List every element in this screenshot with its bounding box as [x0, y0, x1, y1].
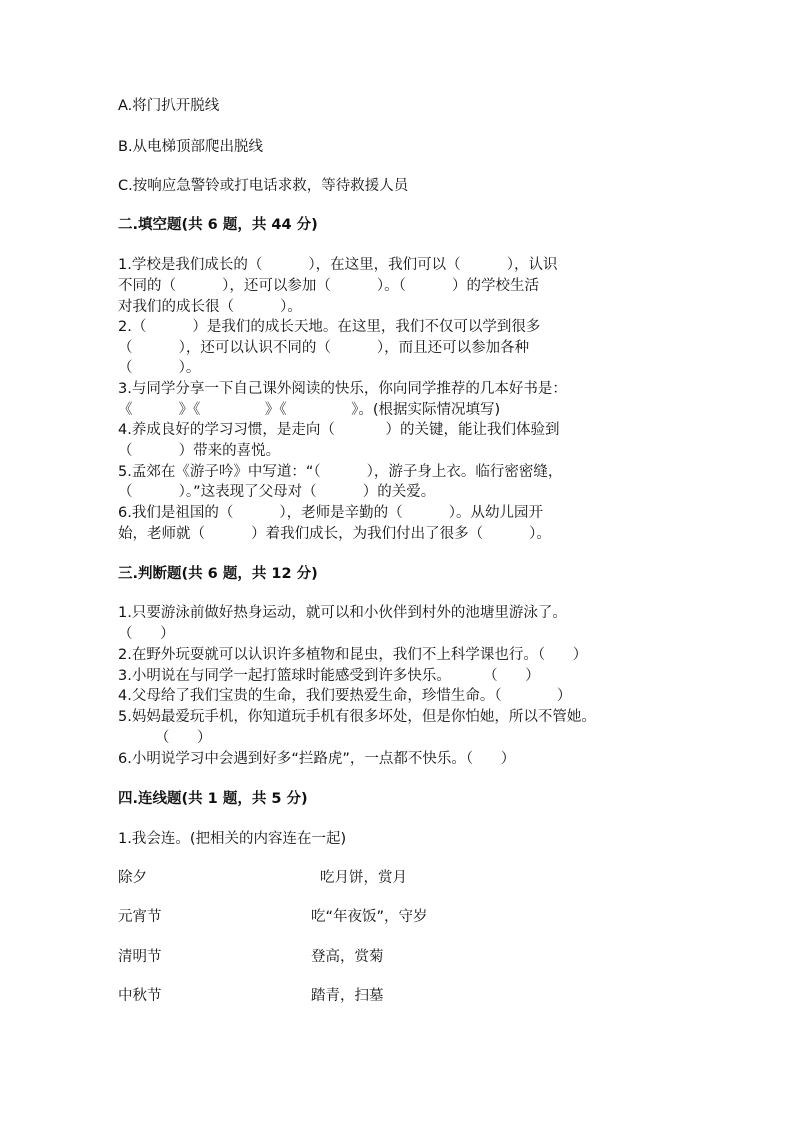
judge-line: 3.小明说在与同学一起打篮球时能感受到许多快乐。 （ ）	[118, 668, 540, 684]
fill-line: （ ）。”这表现了父母对（ ）的关爱。	[118, 484, 436, 500]
fill-line: （ ），还可以认识不同的（ ），而且还可以参加各种	[118, 340, 530, 356]
judge-line: 1.只要游泳前做好热身运动，就可以和小伙伴到村外的池塘里游泳了。	[118, 605, 567, 621]
fill-line: 5.孟郊在《游子吟》中写道：“（ ），游子身上衣。临行密密缝，	[118, 464, 563, 480]
judge-line: （ ）	[118, 730, 212, 746]
match-left-item: 元宵节	[118, 909, 162, 925]
section2-heading: 二.填空题(共 6 题，共 44 分)	[118, 217, 318, 233]
fill-line: （ ）。	[118, 360, 201, 376]
option-a: A.将门扒开脱线	[118, 98, 220, 114]
fill-line: 3.与同学分享一下自己课外阅读的快乐，你向同学推荐的几本好书是：	[118, 381, 567, 397]
judge-line: 2.在野外玩耍就可以认识许多植物和昆虫，我们不上科学课也行。（ ）	[118, 647, 588, 663]
fill-line: 《 》《 》《 》。(根据实际情况填写)	[118, 402, 501, 418]
section3-heading: 三.判断题(共 6 题，共 12 分)	[118, 566, 318, 582]
fill-line: 6.我们是祖国的（ ），老师是辛勤的（ ）。从幼儿园开	[118, 505, 544, 521]
match-right-item: 登高，赏菊	[311, 949, 384, 965]
option-c: C.按响应急警铃或打电话求救，等待救援人员	[118, 178, 409, 194]
judge-line: 4.父母给了我们宝贵的生命，我们要热爱生命，珍惜生命。（ ）	[118, 688, 572, 704]
section4-heading: 四.连线题(共 1 题，共 5 分)	[118, 791, 308, 807]
match-left-item: 除夕	[118, 870, 147, 886]
fill-line: 始，老师就（ ）着我们成长，为我们付出了很多（ ）。	[118, 526, 551, 542]
match-left-item: 清明节	[118, 949, 162, 965]
match-right-item: 吃“年夜饭”，守岁	[311, 909, 428, 925]
option-b: B.从电梯顶部爬出脱线	[118, 139, 264, 155]
judge-line: （ ）	[118, 626, 175, 642]
match-left-item: 中秋节	[118, 988, 162, 1004]
judge-line: 5.妈妈最爱玩手机，你知道玩手机有很多坏处，但是你怕她，所以不管她。	[118, 709, 596, 725]
fill-line: 4.养成良好的学习习惯，是走向（ ）的关键，能让我们体验到	[118, 422, 560, 438]
fill-line: （ ）带来的喜悦。	[118, 443, 281, 459]
match-question: 1.我会连。(把相关的内容连在一起)	[118, 831, 347, 847]
fill-line: 1.学校是我们成长的（ ），在这里，我们可以（ ），认识	[118, 257, 558, 273]
match-right-item: 吃月饼，赏月	[320, 870, 407, 886]
judge-line: 6.小明说学习中会遇到好多“拦路虎”，一点都不快乐。（ ）	[118, 751, 516, 767]
match-right-item: 踏青，扫墓	[311, 988, 384, 1004]
fill-line: 不同的（ ），还可以参加（ ）。（ ）的学校生活	[118, 278, 540, 294]
fill-line: 2.（ ）是我们的成长天地。在这里，我们不仅可以学到很多	[118, 319, 541, 335]
fill-line: 对我们的成长很（ ）。	[118, 299, 302, 315]
